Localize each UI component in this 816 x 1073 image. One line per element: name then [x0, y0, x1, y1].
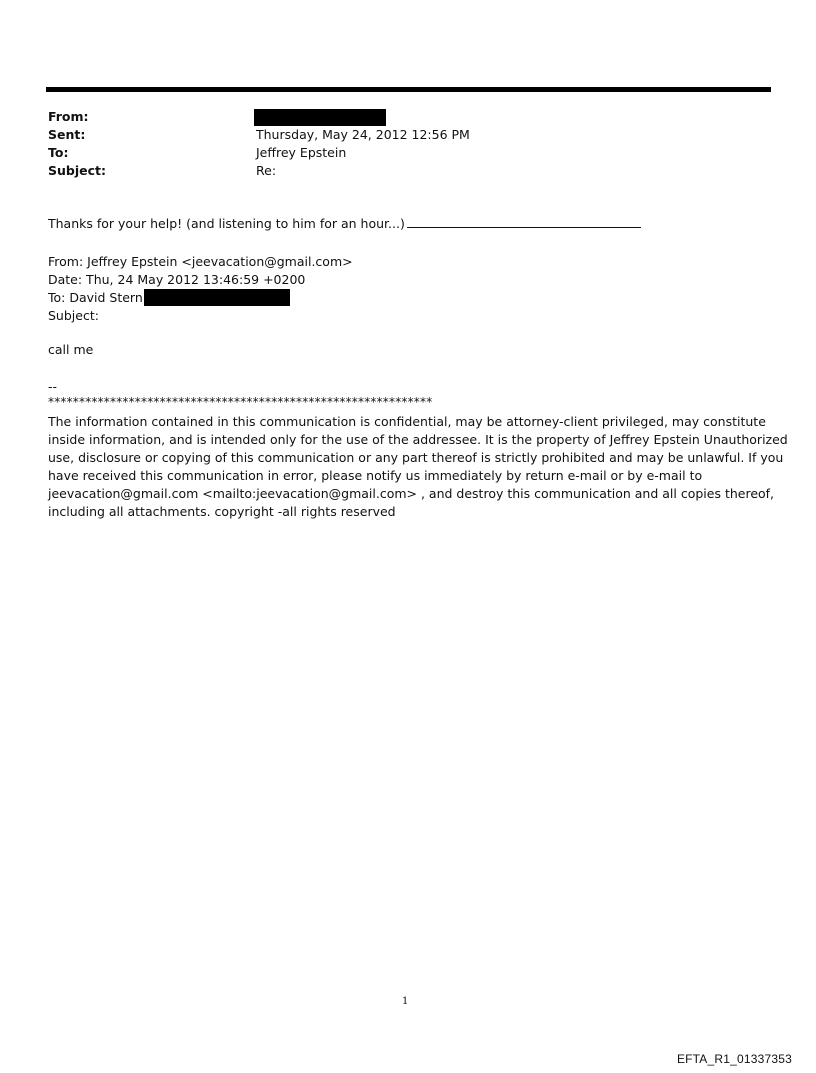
sent-label: Sent:: [48, 127, 86, 142]
quoted-from-line: From: Jeffrey Epstein <jeevacation@gmail.com>: [48, 254, 353, 269]
subject-value: Re:: [256, 163, 277, 178]
to-value: Jeffrey Epstein: [256, 145, 347, 160]
quoted-message: call me: [48, 342, 94, 357]
top-divider: [46, 87, 771, 92]
disclaimer-line: inside information, and is intended only for the use of the addressee. It is the property of Jeffrey Epstein Unauthorized: [48, 432, 788, 447]
document-id: EFTA_R1_01337353: [676, 1052, 792, 1066]
redacted-from-value: [254, 109, 386, 126]
signature-stars: **************************************************************: [48, 395, 433, 409]
reply-text-line: [48, 215, 641, 233]
quoted-header: [48, 253, 353, 325]
quoted-to-line: To: David Stern: [48, 290, 143, 305]
redacted-to-address: [144, 289, 290, 306]
disclaimer-line: The information contained in this communication is confidential, may be attorney-client privileged, may constitute: [48, 414, 766, 429]
confidentiality-disclaimer: [48, 413, 788, 521]
reply-text: Thanks for your help! (and listening to him for an hour...): [48, 216, 405, 231]
disclaimer-line: jeevacation@gmail.com <mailto:jeevacation@gmail.com> , and destroy this communication and all copies thereof,: [48, 486, 775, 501]
signature-dash: --: [48, 379, 58, 394]
to-label: To:: [48, 145, 69, 160]
sent-value: Thursday, May 24, 2012 12:56 PM: [256, 127, 470, 142]
disclaimer-line: use, disclosure or copying of this communication or any part thereof is strictly prohibited and may be unlawful. If you: [48, 450, 784, 465]
disclaimer-line: have received this communication in error, please notify us immediately by return e-mail or by e-mail to: [48, 468, 703, 483]
disclaimer-line: including all attachments. copyright -all rights reserved: [48, 504, 396, 519]
page-number: 1: [402, 996, 409, 1007]
signature-underline: [407, 215, 641, 228]
quoted-date-line: Date: Thu, 24 May 2012 13:46:59 +0200: [48, 272, 306, 287]
quoted-subject-line: Subject:: [48, 308, 99, 323]
quoted-to-row: [48, 289, 353, 307]
subject-label: Subject:: [48, 163, 106, 178]
from-label: From:: [48, 109, 89, 124]
